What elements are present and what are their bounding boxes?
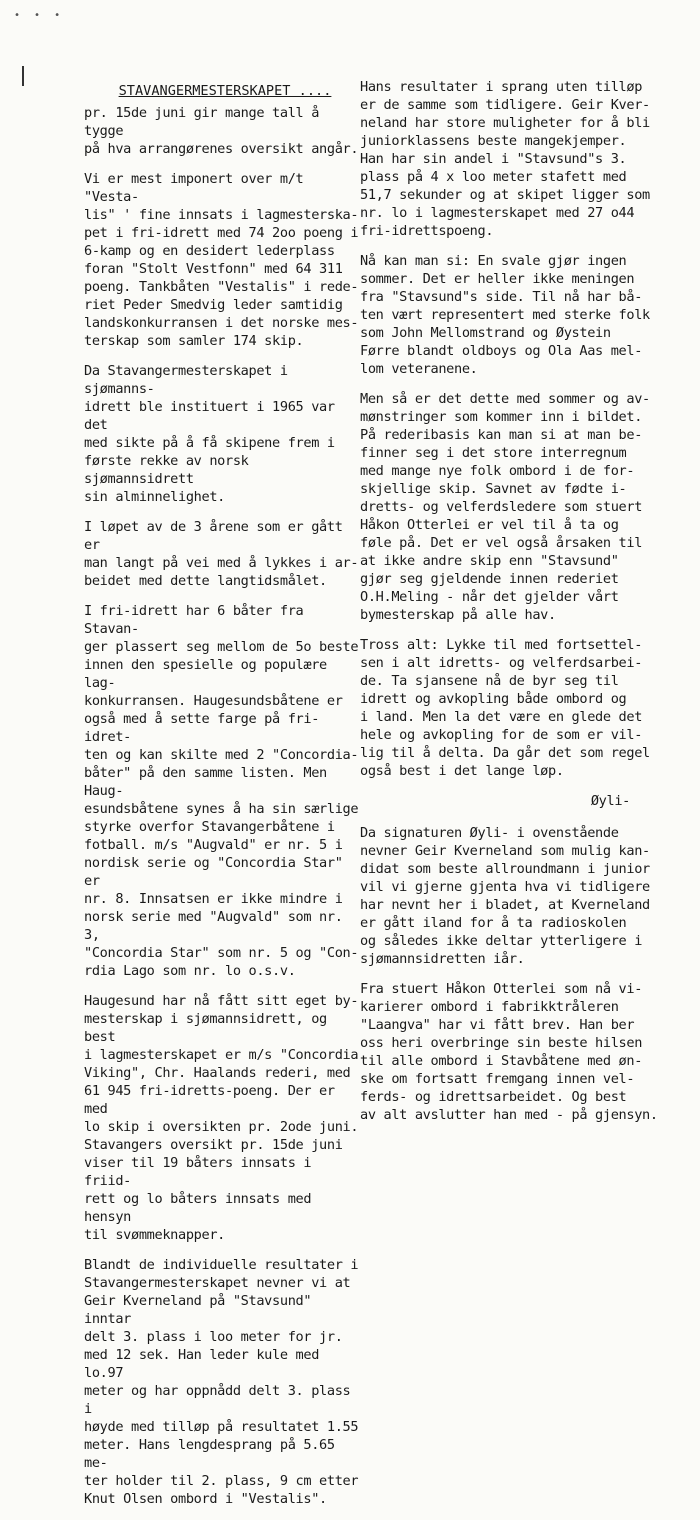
paragraph: Da signaturen Øyli- i ovenstående nevner Geir Kverneland som mulig kan- didat som beste allroundmann i junior vil vi gjerne gjenta hva vi tidligere har nevnt her i bladet, at Kverneland er gått iland for å ta radioskolen og således ikke deltar ytterligere i sjømannsidretten iår.	[360, 825, 650, 967]
paragraph: I løpet av de 3 årene som er gått er man langt på vei med å lykkes i ar- beidet med dette langtidsmålet.	[84, 519, 359, 589]
paragraph: I fri-idrett har 6 båter fra Stavan- ger plassert seg mellom de 5o beste innen den spesielle og populære lag- konkurransen. Haugesundsbåtene er også med å sette farge på fri-idret- ten og kan skilte med 2 "Concordia- båter" på den samme listen. Men Haug- esundsbåtene synes å ha sin særlige styrke overfor Stavangerbåtene i fotball. m/s "Augvald" er nr. 5 i nordisk serie og "Concordia Star" er nr. 8. Innsatsen er ikke mindre i norsk serie med "Augvald" som nr. 3, "Concordia Star" som nr. 5 og "Con- rdia Lago som nr. lo o.s.v.	[84, 603, 359, 979]
paragraph: Fra stuert Håkon Otterlei som nå vi- karierer ombord i fabrikktråleren "Laangva" har vi fått brev. Han ber oss heri overbringe sin beste hilsen til alle ombord i Stavbåtene med øn- ske om fortsatt fremgang innen vel- ferds- og idrettsarbeidet. Og best av alt avslutter han med - på gjensyn.	[360, 981, 658, 1123]
paragraph: Da Stavangermesterskapet i sjømanns- idrett ble instituert i 1965 var det med sikte på å få skipene frem i første rekke av norsk sjømannsidrett sin alminnelighet.	[84, 363, 335, 505]
header-marks: • • •	[14, 10, 65, 21]
right-column	[360, 78, 690, 1136]
paragraph: Haugesund har nå fått sitt eget by- mesterskap i sjømannsidrett, og best i lagmesterskapet er m/s "Concordia Viking", Chr. Haalands rederi, med 61 945 fri-idretts-poeng. Der er med lo skip i oversikten pr. 2ode juni. Stavangers oversikt pr. 15de juni viser til 19 båters innsats i friid- rett og lo båters innsats med hensyn til svømmeknapper.	[84, 993, 359, 1243]
paragraph: Nå kan man si: En svale gjør ingen sommer. Det er heller ikke meningen fra "Stavsund"s side. Til nå har bå- ten vært representert med sterke folk som John Mellomstrand og Øystein Førre blandt oldboys og Ola Aas mel- lom veteranene.	[360, 253, 650, 377]
paragraph: Vi er mest imponert over m/t "Vesta- lis" ' fine innsats i lagmesterska- pet i fri-idrett med 74 2oo poeng i 6-kamp og en desidert lederplass foran "Stolt Vestfonn" med 64 311 poeng. Tankbåten "Vestalis" i rede- riet Peder Smedvig leder samtidig landskonkurransen i det norske mes- terskap som samler 174 skip.	[84, 171, 359, 349]
article-title: STAVANGERMESTERSKAPET ....	[118, 83, 332, 99]
paragraph: Hans resultater i sprang uten tilløp er de samme som tidligere. Geir Kver- neland har store muligheter for å bli juniorklassens beste mangekjemper. Han har sin andel i "Stavsund"s 3. plass på 4 x loo meter stafett med 51,7 sekunder og at skipet ligger som nr. lo i lagmesterskapet med 27 o44 fri-idrettspoeng.	[360, 79, 650, 239]
left-column	[84, 82, 366, 1520]
paragraph: Blandt de individuelle resultater i Stavangermesterskapet nevner vi at Geir Kverneland på "Stavsund" inntar delt 3. plass i loo meter for jr. med 12 sek. Han leder kule med lo.97 meter og har oppnådd delt 3. plass i høyde med tilløp på resultatet 1.55 meter. Hans lengdesprang på 5.65 me- ter holder til 2. plass, 9 cm etter Knut Olsen ombord i "Vestalis".	[84, 1257, 359, 1507]
signature: Øyli-	[590, 793, 630, 809]
paragraph: Tross alt: Lykke til med fortsettel- sen i alt idretts- og velferdsarbei- de. Ta sjansene nå de byr seg til idrett og avkopling både ombord og i land. Men la det være en glede det hele og avkopling for de som er vil- lig til å delta. Da går det som regel også best i det lange løp.	[360, 637, 650, 779]
paragraph: pr. 15de juni gir mange tall å tygge på hva arrangørenes oversikt angår.	[84, 105, 359, 157]
margin-rule	[22, 66, 24, 86]
paragraph: Men så er det dette med sommer og av- mønstringer som kommer inn i bildet. På rederibasis kan man si at man be- finner seg i det store interregnum med mange nye folk ombord i de for- skjellige skip. Savnet av fødte i- dretts- og velferdsledere som stuert Håkon Otterlei er vel til å ta og føle på. Det er vel også årsaken til at ikke andre skip enn "Stavsund" gjør seg gjeldende innen rederiet O.H.Meling - når det gjelder vårt bymesterskap på alle hav.	[360, 391, 650, 623]
